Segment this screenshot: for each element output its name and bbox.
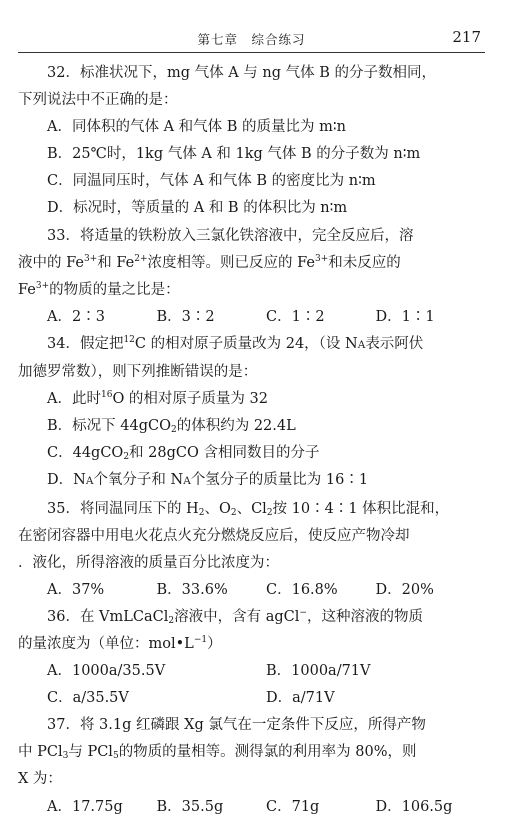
question-32 [18,60,485,223]
q34-option-a: A．此时$^{16}$O 的相对原子质量为 32 [47,390,268,408]
q35-option-d: D．20% [375,581,434,598]
q32-stem-line1: 32．标准状况下，mg 气体 A 与 ng 气体 B 的分子数相同， [47,65,436,81]
q35-option-b: B．33.6% [156,581,228,598]
q33-options [18,304,485,331]
q36-option-a: A．1000a/35.5V [47,663,166,680]
q36-option-b: B．1000a/71V [266,663,371,680]
q35-options [18,577,485,604]
q37-option-b: B．35.5g [156,798,224,815]
q33-stem-line3: $Fe^{3+}$的物质的量之比是： [18,280,180,298]
q35-stem-line3: ．液化，所得溶液的质量百分比浓度为： [18,554,279,571]
q32-option-d: D．标况时，等质量的 A 和 B 的体积比为 n∶m [47,200,348,217]
q32-option-b: B．25℃时，1kg 气体 A 和 1kg 气体 B 的分子数为 n∶m [47,146,421,163]
question-37 [18,712,485,820]
q33-option-c: C．1∶2 [266,308,325,325]
question-33 [18,223,485,331]
q33-option-d: D．1∶1 [375,308,435,325]
page-content [18,60,485,821]
q36-options-row1 [18,658,485,685]
q33-stem-line2: 液中的 $Fe^{3+}$和 $Fe^{2+}$浓度相等。则已反应的 $Fe^{3+}$和未反应的 [18,253,401,271]
q37-option-a: A．17.75g [47,798,123,815]
q32-stem-line2: 下列说法中不正确的是： [18,92,178,109]
q34-option-b: B．标况下 44gCO$_2$的体积约为 22.4L [47,418,296,436]
q33-stem-line1: 33．将适量的铁粉放入三氯化铁溶液中，完全反应后，溶 [47,227,414,244]
q37-options [18,794,485,821]
q33-option-a: A．2∶3 [47,308,105,325]
q32-option-c: C．同温同压时，气体 A 和气体 B 的密度比为 n∶m [47,173,376,190]
page-header [18,28,485,50]
q32-option-a: A．同体积的气体 A 和气体 B 的质量比为 m∶n [47,119,347,136]
question-35 [18,496,485,604]
q35-option-a: A．37% [47,581,105,598]
q36-option-d: D．a/71V [266,690,335,707]
chapter-title: 第七章 综合练习 [197,32,306,47]
q37-stem-line3: X 为： [18,771,62,788]
q36-stem-line1: 36．在 VmLCaCl$_2$溶液中，含有 agCl−，这种溶液的物质 [47,607,423,626]
question-34 [18,331,485,496]
q36-option-c: C．a/35.5V [47,690,129,707]
q37-stem-line1: 37．将 3.1g 红磷跟 Xg 氯气在一定条件下反应，所得产物 [47,717,426,734]
q34-option-d: D．NA个氧分子和 NA个氢分子的质量比为 16∶1 [47,472,369,489]
header-rule [18,52,485,53]
q37-option-d: D．106.5g [375,798,453,815]
q35-stem-line1: 35．将同温同压下的 $H_2$、$O_2$、$Cl_2$按 10∶4∶1 体积比混和， [47,500,450,518]
q35-option-c: C．16.8% [266,581,338,598]
q36-options-row2 [18,685,485,712]
q34-stem-line1: 34．假定把$^{12}$C 的相对原子质量改为 24，（设 NA表示阿伏 [47,334,424,352]
q35-stem-line2: 在密闭容器中用电火花点火充分燃烧反应后，使反应产物冷却 [18,527,410,544]
q36-stem-line2: 的量浓度为（单位：$mol•L^{-1}$） [18,634,222,652]
question-36 [18,604,485,712]
q33-option-b: B．3∶2 [156,308,215,325]
q37-stem-line2: 中 PCl$_3$与 PCl$_5$的物质的量相等。测得氯的利用率为 80%，则 [18,744,417,762]
page-number: 217 [452,28,481,46]
q34-option-c: C．44gCO$_2$和 28gCO 含相同数目的分子 [47,445,320,463]
q34-stem-line2: 加德罗常数），则下列推断错误的是： [18,364,258,381]
q37-option-c: C．71g [266,798,320,815]
